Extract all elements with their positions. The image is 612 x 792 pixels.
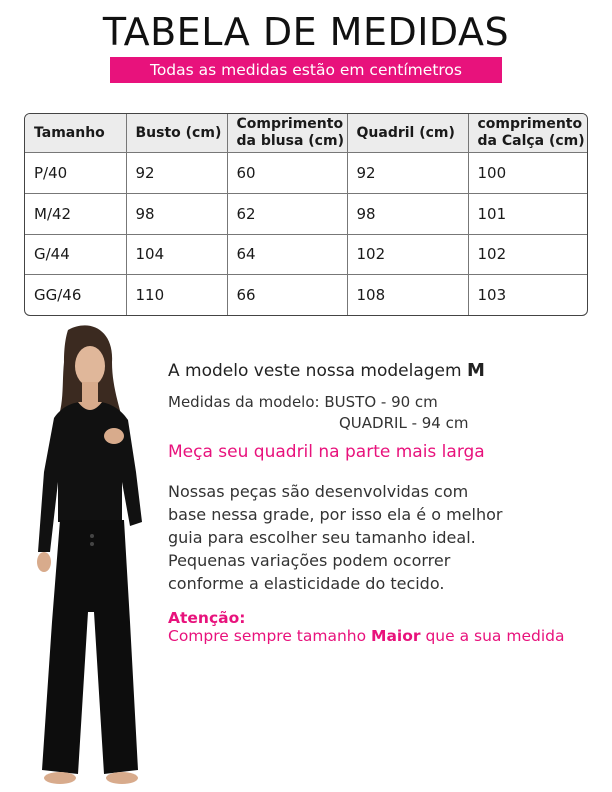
table-row [25, 275, 588, 315]
table-row [25, 234, 588, 275]
table-cell: 102 [468, 234, 588, 275]
table-cell: P/40 [25, 153, 126, 194]
table-cell: 102 [347, 234, 468, 275]
table-cell: 110 [126, 275, 227, 315]
table-cell: 100 [468, 153, 588, 194]
subtitle-banner: Todas as medidas estão em centímetros [110, 57, 502, 83]
model-text: A modelo veste nossa modelagem [168, 361, 462, 381]
attention-pre: Compre sempre tamanho [168, 627, 367, 645]
quadril-value: QUADRIL - 94 cm [339, 414, 469, 432]
hip-tip: Meça seu quadril na parte mais larga [168, 442, 485, 462]
table-cell: 98 [347, 193, 468, 234]
paragraph-line: Pequenas variações podem ocorrer [168, 551, 451, 570]
table-cell: M/42 [25, 193, 126, 234]
attention-title: Atenção: [168, 609, 246, 627]
page-title: TABELA DE MEDIDAS [102, 10, 510, 54]
header-quadril: Quadril (cm) [347, 114, 468, 153]
header-comprimento-calca: comprimento da Calça (cm) [468, 114, 588, 153]
model-photo [18, 322, 156, 792]
paragraph-line: Nossas peças são desenvolvidas com [168, 482, 469, 501]
table-cell: 64 [227, 234, 347, 275]
size-table [24, 113, 588, 316]
table-cell: 104 [126, 234, 227, 275]
model-size: M [466, 360, 485, 381]
table-cell: 62 [227, 193, 347, 234]
attention-post: que a sua medida [425, 627, 565, 645]
busto-value: BUSTO - 90 cm [324, 393, 438, 411]
table-cell: 66 [227, 275, 347, 315]
table-cell: 101 [468, 193, 588, 234]
table-cell: 108 [347, 275, 468, 315]
table-cell: G/44 [25, 234, 126, 275]
paragraph-line: conforme a elasticidade do tecido. [168, 574, 445, 593]
attention-bold: Maior [371, 627, 421, 645]
header-tamanho: Tamanho [25, 114, 126, 153]
description-paragraph [168, 480, 588, 595]
measures-line [168, 393, 438, 411]
paragraph-line: guia para escolher seu tamanho ideal. [168, 528, 476, 547]
header-busto: Busto (cm) [126, 114, 227, 153]
table-cell: 92 [347, 153, 468, 194]
paragraph-line: base nessa grade, por isso ela é o melhor [168, 505, 503, 524]
table-cell: 60 [227, 153, 347, 194]
table-row [25, 153, 588, 194]
table-cell: 92 [126, 153, 227, 194]
header-comprimento-blusa: Comprimento da blusa (cm) [227, 114, 347, 153]
model-size-line [168, 360, 485, 381]
table-cell: GG/46 [25, 275, 126, 315]
measures-label: Medidas da modelo: [168, 393, 320, 411]
table-cell: 103 [468, 275, 588, 315]
table-cell: 98 [126, 193, 227, 234]
table-header-row [25, 114, 588, 153]
table-row [25, 193, 588, 234]
attention-text [168, 627, 564, 645]
